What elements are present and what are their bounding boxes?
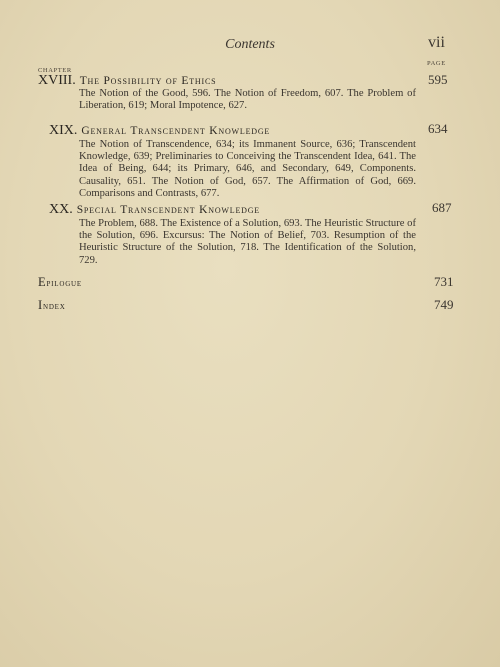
page-number: vii	[428, 34, 445, 51]
chapter-description: The Notion of the Good, 596. The Notion of Freedom, 607. The Problem of Liberation, 619; Moral Impotence, 627.	[79, 88, 416, 112]
chapter-title: The Possibility of Ethics	[79, 75, 217, 87]
chapter-page: 687	[432, 200, 452, 215]
index-entry: Index	[38, 298, 66, 312]
chapter-heading-xix	[49, 121, 270, 139]
chapter-column-label: CHAPTER	[38, 67, 72, 74]
chapter-heading-xviii	[38, 71, 216, 89]
index-page: 749	[434, 297, 454, 312]
epilogue-page: 731	[434, 274, 454, 289]
page-column-label: PAGE	[427, 60, 446, 67]
chapter-title: General Transcendent Knowledge	[81, 125, 271, 137]
epilogue-entry: Epilogue	[38, 275, 82, 289]
chapter-page: 634	[428, 121, 448, 136]
chapter-heading-xx	[49, 200, 260, 218]
chapter-number: XX.	[49, 202, 73, 217]
running-head: Contents	[225, 37, 275, 52]
chapter-description: The Notion of Transcendence, 634; its Immanent Source, 636; Transcendent Knowledge, 639; Preliminaries to Conceiving the Transcendent Idea, 641. The Idea of Being, 644; its Primary, 646, and Secondary, 649, Components. Causality, 651. The Notion of God, 657. The Affirmation of God, 669. Comparisons and Contrasts, 677.	[79, 139, 416, 199]
chapter-number: XVIII.	[38, 73, 76, 88]
chapter-description: The Problem, 688. The Existence of a Solution, 693. The Heuristic Structure of the Solution, 696. Excursus: The Notion of Belief, 703. Resumption of the Heuristic Structure of the Solution, 718. The Identification of the Solution, 729.	[79, 218, 416, 266]
chapter-page: 595	[428, 72, 448, 87]
chapter-number: XIX.	[49, 123, 78, 138]
chapter-title: Special Transcendent Knowledge	[76, 204, 260, 216]
